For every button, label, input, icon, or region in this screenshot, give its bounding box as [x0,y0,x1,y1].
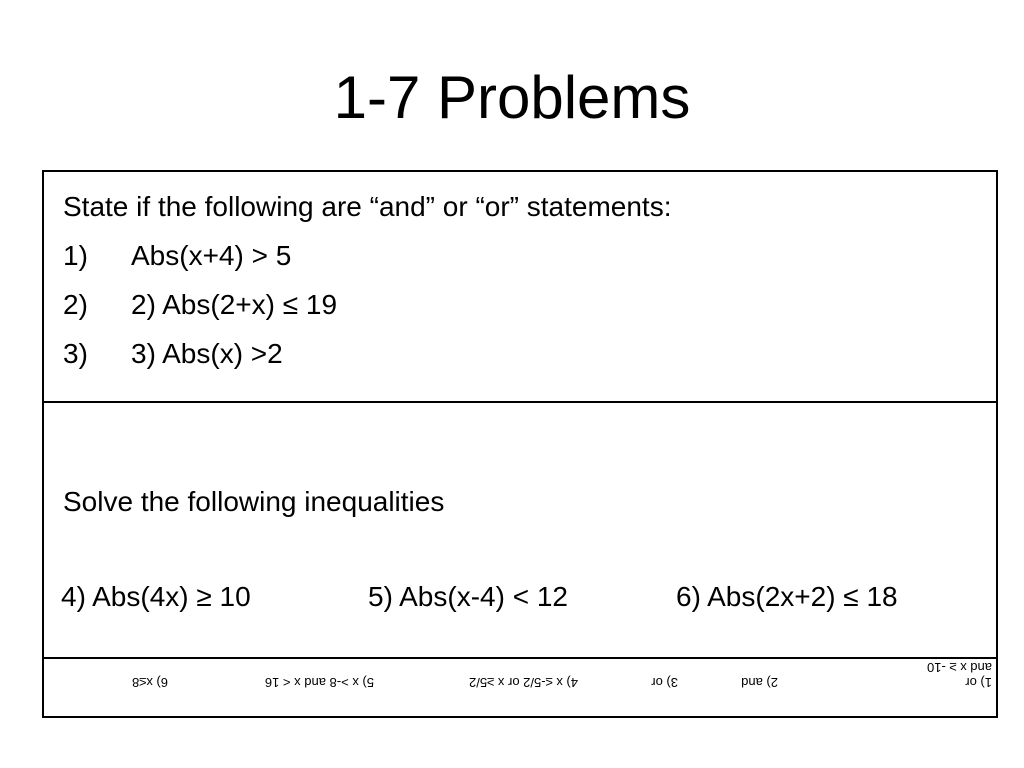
item-number: 1) [63,240,88,271]
answer-key-box [42,657,998,718]
answer-1-line1: 1) or [965,675,992,690]
item-text: 2) Abs(2+x) ≤ 19 [131,289,338,320]
answer-1-line2: and x ≥ -10 [927,660,992,675]
answer-4: 4) x ≤-5/2 or x ≥5/2 [469,675,578,690]
and-or-statements-box [42,170,998,403]
answer-5: 5) x >-8 and x < 16 [264,675,374,690]
inequalities-box [42,401,998,659]
section2-heading: Solve the following inequalities [63,486,445,517]
answer-3: 3) or [651,675,678,690]
item-number: 3) [63,338,88,369]
upside-down-answers [44,659,996,716]
item-text: Abs(x+4) > 5 [131,240,292,271]
section1-heading: State if the following are “and” or “or” statements: [63,191,672,222]
problem-5: 5) Abs(x-4) < 12 [368,581,568,612]
slide-title: 1-7 Problems [333,64,691,131]
answer-2: 2) and [741,675,778,690]
item-number: 2) [63,289,88,320]
item-text: 3) Abs(x) >2 [131,338,283,369]
problem-4: 4) Abs(4x) ≥ 10 [61,581,251,612]
problem-6: 6) Abs(2x+2) ≤ 18 [676,581,898,612]
answer-6: 6) x≤8 [131,675,168,690]
